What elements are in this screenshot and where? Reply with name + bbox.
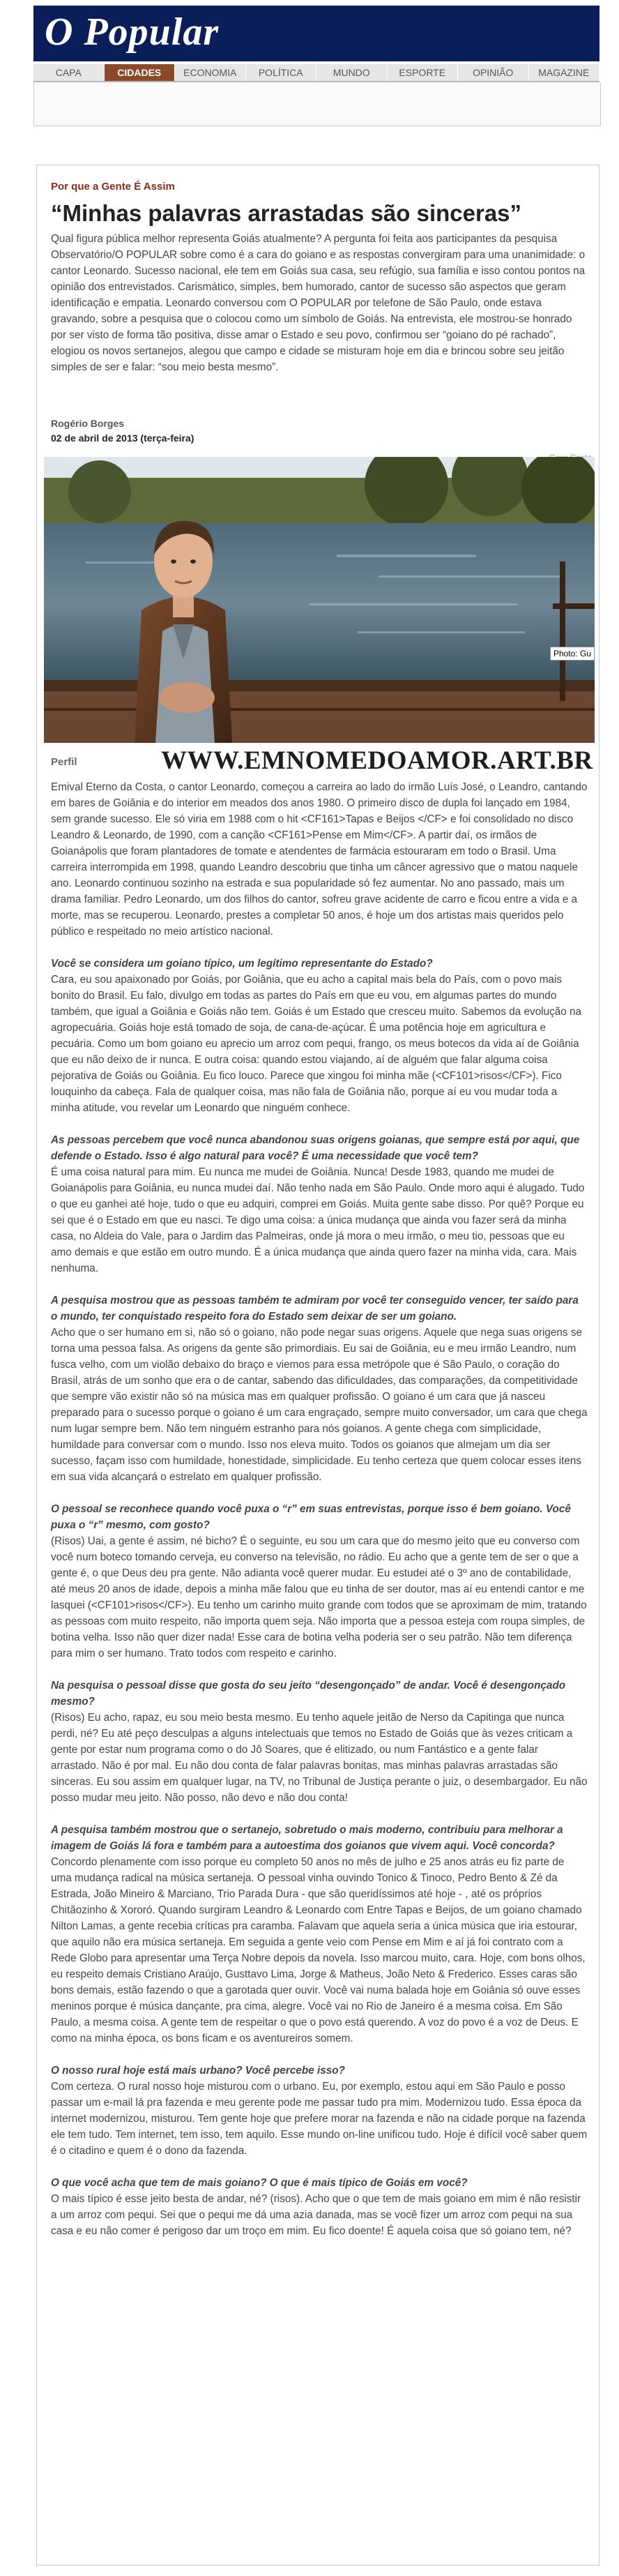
nav-tab-cidades[interactable]: CIDADES <box>105 64 176 81</box>
article-kicker[interactable]: Por que a Gente É Assim <box>51 181 175 193</box>
body-paragraph: O mais típico é esse jeito besta de andar, né? (risos). Acho que o que tem de mais goiano em mim é não resistir a um arroz com pequi. Sei que o pequi me dá uma azia danada, mas se você fizer um arroz com pequi na sua casa e eu não comer é perigoso dar um troço em mim. Eu fico doente! É aquela coisa que só goiano tem, né? <box>51 2193 581 2237</box>
article <box>36 165 599 2566</box>
nav-tab-capa[interactable]: CAPA <box>33 64 105 81</box>
interview-question: Na pesquisa o pessoal disse que gosta do seu jeito “desengonçado” de andar. Você é desengonçado mesmo? <box>51 1680 566 1708</box>
interview-question: A pesquisa também mostrou que o sertanejo, sobretudo o mais moderno, contribuiu para melhorar a imagem de Goiás lá fora e também para a autoestima dos goianos que vivem aqui. Você concorda? <box>51 1824 563 1852</box>
interview-question: O que você acha que tem de mais goiano? O que é mais típico de Goiás em você? <box>51 2177 468 2189</box>
interview-question: Você se considera um goiano típico, um legítimo representante do Estado? <box>51 958 433 970</box>
nav-tab-magazine[interactable]: MAGAZINE <box>529 64 600 81</box>
article-title: “Minhas palavras arrastadas são sinceras” <box>51 200 522 226</box>
main-nav <box>33 64 599 82</box>
photo-singer-by-lake <box>44 457 595 743</box>
body-paragraph: Cara, eu sou apaixonado por Goiás, por Goiânia, que eu acho a capital mais bela do País, com o povo mais bonito do Brasil. Eu falo, divulgo em todas as partes do País em que eu vou, em algumas partes do mundo também, que igual a Goiânia e Goiás não tem. Goiás é um Estado que cresceu muito. Sabemos da evolução na agropecuária. Goiás hoje está tomado de soja, de cana-de-açúcar. É uma potência hoje em agricultura e pecuária. Como um bom goiano eu aprecio um arroz com pequi, frango, os meus botecos da vida aí de Goiânia que eu não deixo de ir nunca. E outra coisa: quando estou viajando, aí de alguém que falar alguma coisa pejorativa de Goiás ou Goiânia. Eu fico louco. Parece que xingou foi minha mãe (<CF101>risos</CF>). Fico louquinho da cabeça. Fala de qualquer coisa, mas não fala de Goiânia não, porque aí eu vou mudar toda a minha atitude, vou revelar um Leonardo que ninguém conhece. <box>51 974 582 1114</box>
article-author: Rogério Borges <box>51 418 125 429</box>
section-label: Perfil <box>51 756 77 768</box>
article-date: 02 de abril de 2013 (terça-feira) <box>51 432 194 444</box>
interview-question: O pessoal se reconhece quando você puxa o “r” em suas entrevistas, porque isso é bem goiano. Você puxa o “r” mesmo, com gosto? <box>51 1503 571 1531</box>
watermark-text: WWW.EMNOMEDOAMOR.ART.BR <box>161 746 593 775</box>
nav-tab-economia[interactable]: ECONOMIA <box>175 64 246 81</box>
nav-tab-opiniao[interactable]: OPINIÃO <box>458 64 529 81</box>
article-photo <box>44 457 595 743</box>
site-logo[interactable]: O Popular <box>45 10 220 54</box>
body-paragraph: (Risos) Uai, a gente é assim, né bicho? É o seguinte, eu sou um cara que do mesmo jeito que eu converso com você num boteco tomando cerveja, eu converso na televisão, no rádio. Eu acho que a gente tem de ser o que a gente é, o que Deus deu pra gente. Não adianta você querer mudar. Eu estudei até o 3º ano de contabilidade, até meus 20 anos de idade, depois a minha mãe falou que eu tinha de ser doutor, mas aí eu entendi cantor e me lasquei (<CF101>risos</CF>). Eu tenho um carinho muito grande com todos que se aproximam de mim, tratando as pessoas com muito respeito, não importa quem seja. Não importa que a pessoa esteja com roupa simples, de botina velha. Isso não quer dizer nada! Esse cara de botina velha poderia ser o seu patrão. Não tem diferença para mim o ser humano. Trato todos com respeito e carinho. <box>51 1535 587 1659</box>
interview-question: As pessoas percebem que você nunca abandonou suas origens goianas, que sempre está por aqui, que defende o Estado. Isso é algo natural para você? É uma necessidade que você tem? <box>51 1134 580 1162</box>
body-paragraph: Com certeza. O rural nosso hoje misturou com o urbano. Eu, por exemplo, estou aqui em São Paulo e posso passar um e-mail lá pra fazenda e meu gerente pode me passar tudo pra mim. Modernizou tudo. Essa época da internet modernizou, misturou. Tem gente hoje que prefere morar na fazenda e não na cidade porque na fazenda ele tem tudo. Tem internet, tem isso, tem aquilo. Esse mundo on-line unificou tudo. Hoje é difícil você saber quem é o citadino e quem é o dono da fazenda. <box>51 2081 588 2157</box>
body-paragraph: Emival Eterno da Costa, o cantor Leonardo, começou a carreira ao lado do irmão Luís José, o Leandro, cantando em bares de Goiânia e do interior em meados dos anos 1980. O primeiro disco de dupla foi lançado em 1984, sem grande sucesso. Ele só viria em 1988 com o hit <CF161>Tapas e Beijos </CF> e foi consolidado no disco Leandro & Leonardo, de 1990, com a canção <CF161>Pense em Mim</CF>. A partir daí, os irmãos de Goianápolis que foram plantadores de tomate e atendentes de farmácia estouraram em todo o Brasil. Uma carreira interrompida em 1998, quando Leandro descobriu que tinha um câncer agressivo que o matou naquele ano. Leonardo continuou sozinho na estrada e sua popularidade só fez aumentar. No ano passado, mais um drama familiar. Pedro Leonardo, um dos filhos do cantor, sofreu grave acidente de carro e ficou entre a vida e a morte, mas se recuperou. Leonardo, prestes a completar 50 anos, é hoje um dos artistas mais queridos pelo público e respeitado no meio artístico nacional. <box>51 781 588 937</box>
interview-question: O nosso rural hoje está mais urbano? Você percebe isso? <box>51 2065 345 2077</box>
nav-tab-politica[interactable]: POLÍTICA <box>246 64 317 81</box>
interview-question: A pesquisa mostrou que as pessoas também te admiram por você ter conseguido vencer, ter saído para o mundo, ter conquistado respeito fora do Estado sem deixar de ser um goiano. <box>51 1295 579 1323</box>
body-paragraph: Concordo plenamente com isso porque eu completo 50 anos no mês de julho e 25 anos atrás eu fiz parte de uma mudança radical na música sertaneja. O pessoal vinha ouvindo Tonico & Tinoco, Pedro Bento & Zé da Estrada, João Mineiro & Marciano, Trio Parada Dura - que são queridíssimos até hoje - , até os próprios Chitãozinho & Xororó. Quando surgiram Leandro & Leonardo com Entre Tapas e Beijos, de um goiano chamado Nilton Lamas, a gente recebia críticas pra caramba. Falavam que aquela seria a única música que iria estourar, que aquilo não era música sertaneja. Em seguida a gente veio com Pense em Mim e aí já foi contrato com a Rede Globo para apresentar uma Terça Nobre depois da novela. Isso marcou muito, cara. Hoje, com bons olhos, eu respeito demais Cristiano Araújo, Gusttavo Lima, Jorge & Matheus, João Neto & Frederico. Esses caras são bons demais, estão fazendo o que a garotada quer ouvir. Você vai numa balada hoje em Goiânia só ouve esses meninos porque é música dançante, pra cima, alegre. Você vai no Rio de Janeiro é a mesma coisa. Em São Paulo, a mesma coisa. A gente tem de respeitar o que o povo está querendo. A voz do povo é a voz de Deus. E como na minha época, os bons ficam e os aventureiros somem. <box>51 1856 586 2044</box>
article-body <box>51 779 588 2255</box>
article-lede: Qual figura pública melhor representa Goiás atualmente? A pergunta foi feita aos participantes da pesquisa Observatório/O POPULAR sobre como é a cara do goiano e as respostas convergiram para uma unanimidade: o cantor Leonardo. Sucesso nacional, ele tem em Goiás sua casa, seu refúgio, sua família e isso contou pontos na opinião dos entrevistados. Carismático, simples, bem humorado, cantor de sucesso são aspectos que geram identificação e empatia. Leonardo conversou com O POPULAR por telefone de São Paulo, onde estava gravando, sobre a pesquisa que o colocou como um símbolo de Goiás. Na entrevista, ele mostrou-se honrado por ser visto de forma tão positiva, disse amar o Estado e seu povo, confirmou ser “goiano do pé rachado”, elogiou os novos sertanejos, alegou que campo e cidade se misturam hoje em dia e brincou sobre seu jeitão simples de ser e falar: “sou meio besta mesmo”. <box>51 233 586 373</box>
nav-tab-mundo[interactable]: MUNDO <box>316 64 388 81</box>
body-paragraph: É uma coisa natural para mim. Eu nunca me mudei de Goiânia. Nunca! Desde 1983, quando me mudei de Goianápolis para Goiânia, eu nunca mudei daí. Não tenho nada em São Paulo. Onde moro aqui é alugado. Tudo o que eu ganhei até hoje, tudo o que eu adquiri, comprei em Goiás. Muita gente sabe disso. Por quê? Porque eu sei que é o Estado em que eu nasci. Te digo uma coisa: a única mudança que ainda vou fazer será da minha casa, no Aldeia do Vale, para o Jardim das Palmeiras, onde já mora o meu irmão, o meu tio, pessoas que eu amo demais e que estão em outro mundo. É a única mudança que ainda quero fazer na minha vida, cara. Mais nenhuma. <box>51 1166 585 1274</box>
site-header <box>33 6 599 61</box>
body-paragraph: Acho que o ser humano em si, não só o goiano, não pode negar suas origens. Aquele que nega suas origens se torna uma pessoa falsa. As origens da gente são primordiais. Eu sai de Goiânia, eu e meu irmão Leandro, num fusca velho, com um violão debaixo do braço e viemos para essa metrópole que é São Paulo, o coração do Brasil, atrás de um sonho que era o de cantar, sabendo das dificuldades, das comparações, da competitividade que sempre vão existir não só na música mas em qualquer profissão. O goiano é um cara que já nasceu preparado para o sucesso porque o goiano é um cara engraçado, sempre muito conversador, um cara que chega num lugar sempre bem. Não tem ninguém estranho para nós goianos. A gente chega com simplicidade, humildade para conversar com o mundo. Isso nos eleva muito. Todos os goianos que almejam um dia ser sucesso, façam isso com humildade, honestidade, simplicidade. Eu tenho certeza que quem colocar esses itens em sua vida alcançará o estrelato em qualquer profissão. <box>51 1327 588 1483</box>
photo-tag: Photo: Gu <box>550 647 595 661</box>
ad-banner <box>33 82 601 126</box>
body-paragraph: (Risos) Eu acho, rapaz, eu sou meio besta mesmo. Eu tenho aquele jeitão de Nerso da Capitinga que nunca perdi, né? Eu até peço desculpas a alguns intelectuais que temos no Estado de Goiás que às vezes criticam a gente por estar num programa como o do Jô Soares, que é elitizado, ou num Fantástico e a gente falar arrastado. Não é por mal. Eu não dou conta de falar palavras bonitas, mas minhas palavras arrastadas são sinceras. Eu sou assim em qualquer lugar, na TV, no Tribunal de Justiça perante o juiz, o desembargador. Eu não posso mudar meu jeito. Não posso, não devo e não dou conta! <box>51 1712 588 1804</box>
nav-tab-esporte[interactable]: ESPORTE <box>388 64 459 81</box>
